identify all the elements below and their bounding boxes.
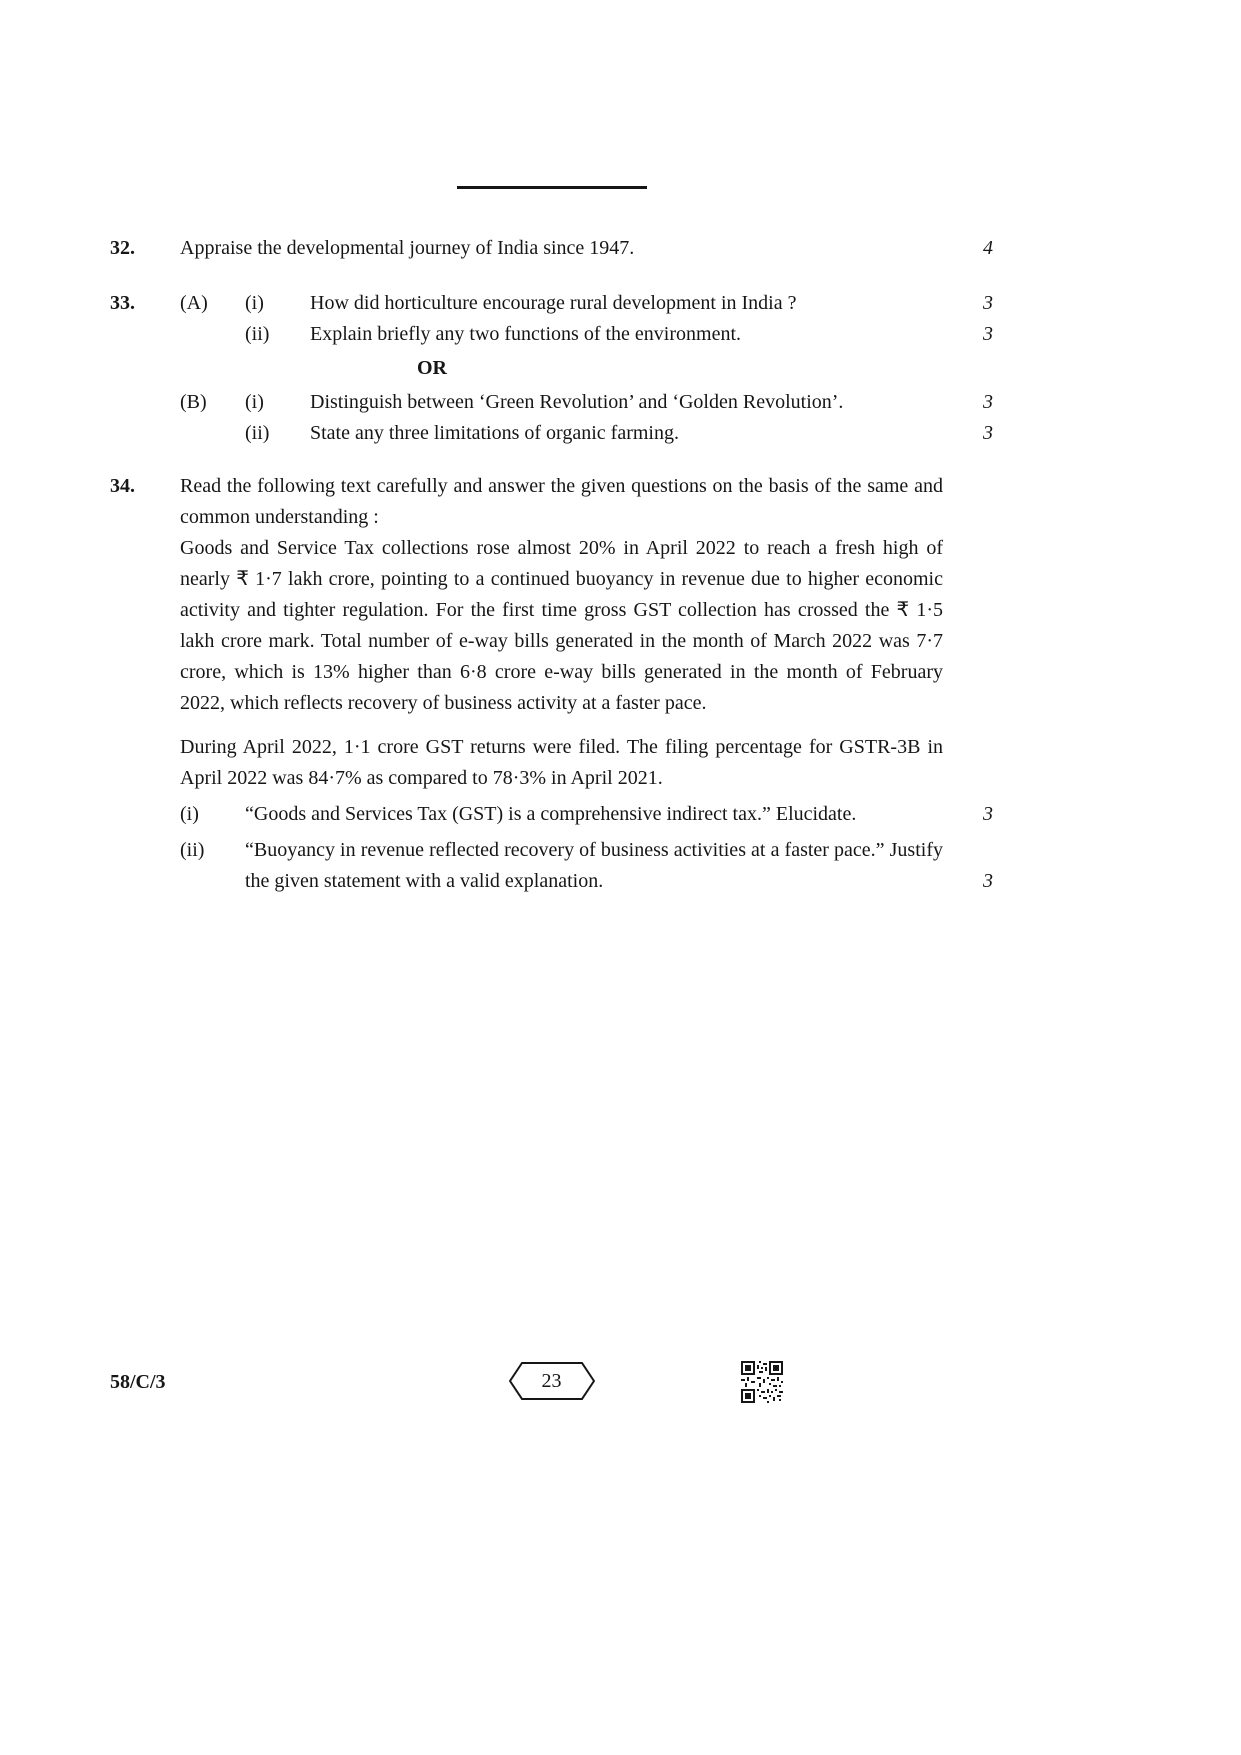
or-label: OR — [417, 357, 447, 379]
question-text: How did horticulture encourage rural development in India ? — [310, 292, 797, 314]
question-text: Explain briefly any two functions of the environment. — [310, 323, 742, 345]
section-separator-line — [457, 186, 647, 189]
question-33-b-ii — [110, 418, 993, 449]
page-number: 23 — [541, 1369, 562, 1392]
qr-code-icon — [741, 1361, 783, 1403]
question-33-a-i — [110, 288, 993, 319]
part-label: (B) — [180, 391, 207, 413]
question-32 — [110, 233, 993, 264]
marks-value: 3 — [983, 803, 993, 825]
marks-value: 3 — [983, 422, 993, 444]
passage-text: During April 2022, 1·1 crore GST returns were filed. The filing percentage for GSTR-3B in April 2022 was 84·7% as compared to 78·3% in April 2021. — [180, 736, 943, 789]
subpart-label: (ii) — [180, 839, 205, 861]
question-text: “Goods and Services Tax (GST) is a comprehensive indirect tax.” Elucidate. — [245, 803, 857, 825]
question-34-intro — [110, 471, 993, 533]
question-number: 33. — [110, 292, 135, 314]
passage-paragraph-1 — [110, 533, 993, 719]
question-text: Distinguish between ‘Green Revolution’ and ‘Golden Revolution’. — [310, 391, 844, 413]
question-34 — [110, 471, 993, 897]
question-33 — [110, 288, 993, 449]
marks-value: 3 — [983, 870, 993, 892]
subpart-label: (i) — [245, 391, 264, 413]
subpart-label: (i) — [180, 803, 199, 825]
question-33-b-i — [110, 387, 993, 418]
question-34-ii — [110, 835, 993, 897]
passage-paragraph-2 — [110, 732, 993, 794]
question-intro: Read the following text carefully and answer the given questions on the basis of the same and common understanding : — [180, 475, 943, 528]
question-34-i — [110, 799, 993, 830]
page-number-badge — [509, 1362, 595, 1400]
question-text: State any three limitations of organic farming. — [310, 422, 679, 444]
subpart-label: (i) — [245, 292, 264, 314]
part-label: (A) — [180, 292, 208, 314]
question-number: 32. — [110, 237, 135, 259]
question-33-a-ii — [110, 319, 993, 350]
paper-code: 58/C/3 — [110, 1371, 166, 1393]
passage-text: Goods and Service Tax collections rose almost 20% in April 2022 to reach a fresh high of nearly ₹ 1·7 lakh crore, pointing to a continued buoyancy in revenue due to higher economic activity and tighter regulation. For the first time gross GST collection has crossed the ₹ 1·5 lakh crore mark. Total number of e-way bills generated in the month of March 2022 was 7·7 crore, which is 13% higher than 6·8 crore e-way bills generated in the month of February 2022, which reflects recovery of business activity at a faster pace. — [180, 537, 943, 714]
question-number: 34. — [110, 475, 135, 497]
page-footer — [110, 1360, 993, 1408]
question-text: Appraise the developmental journey of India since 1947. — [180, 237, 635, 259]
subpart-label: (ii) — [245, 323, 270, 345]
subpart-label: (ii) — [245, 422, 270, 444]
marks-value: 4 — [983, 237, 993, 259]
marks-value: 3 — [983, 391, 993, 413]
question-text: “Buoyancy in revenue reflected recovery of business activities at a faster pace.” Justify the given statement with a valid explanation. — [245, 839, 943, 892]
marks-value: 3 — [983, 292, 993, 314]
marks-value: 3 — [983, 323, 993, 345]
or-separator-row — [110, 353, 993, 384]
